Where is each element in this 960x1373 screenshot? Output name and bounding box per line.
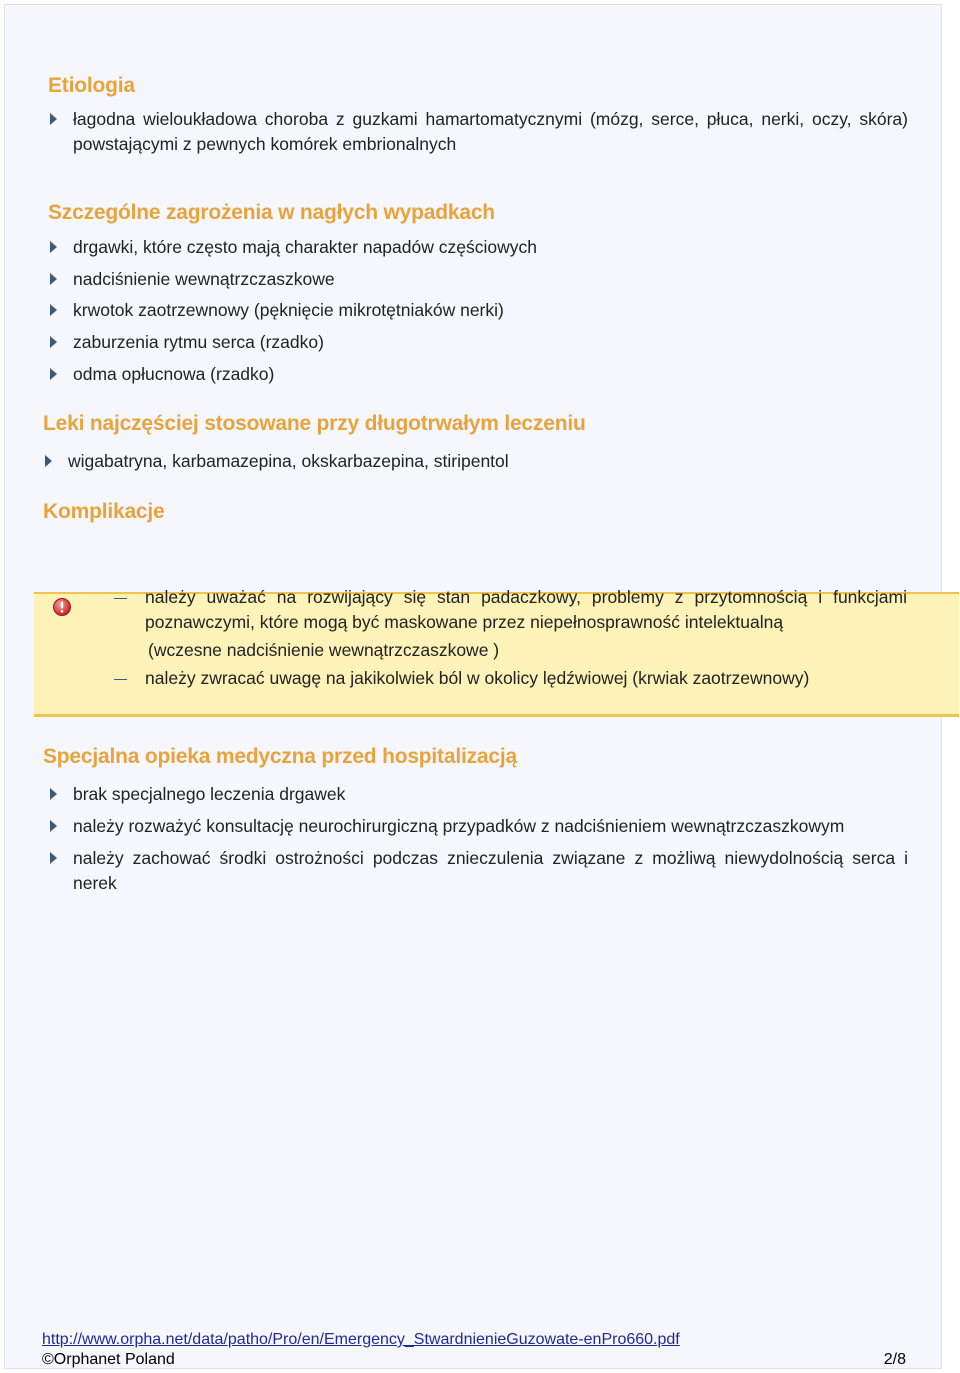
heading-etiology: Etiologia (48, 74, 135, 97)
page-number: 2/8 (883, 1351, 906, 1368)
triangle-right-icon (50, 852, 57, 864)
warning-item: należy zwracać uwagę na jakikolwiek ból w okolicy lędźwiowej (krwiak zaotrzewnowy) (145, 668, 810, 688)
heading-drugs: Leki najczęściej stosowane przy długotrwałym leczeniu (43, 412, 586, 435)
triangle-right-icon (50, 304, 57, 316)
heading-care: Specjalna opieka medyczna przed hospitalizacją (43, 745, 517, 768)
triangle-right-icon (50, 241, 57, 253)
footer-copyright: ©Orphanet Poland (42, 1351, 175, 1368)
warning-icon (52, 597, 72, 617)
heading-complications: Komplikacje (43, 500, 165, 523)
footer-link[interactable]: http://www.orpha.net/data/patho/Pro/en/Emergency_StwardnienieGuzowate-enPro660.pdf (42, 1331, 680, 1348)
triangle-right-icon (50, 788, 57, 800)
warning-item: (wczesne nadciśnienie wewnątrzczaszkowe ) (148, 640, 500, 660)
triangle-right-icon (50, 336, 57, 348)
dash-bullet (114, 598, 127, 599)
triangle-right-icon (50, 113, 57, 125)
triangle-right-icon (50, 368, 57, 380)
dash-bullet (114, 679, 127, 680)
triangle-right-icon (45, 455, 52, 467)
triangle-right-icon (50, 273, 57, 285)
warning-item: należy uważać na rozwijający się stan padaczkowy, problemy z przytomnością i funkcjami poznawczymi, które mogą być maskowane przez niepełnosprawność intelektualną (145, 587, 907, 632)
triangle-right-icon (50, 820, 57, 832)
heading-risks: Szczególne zagrożenia w nagłych wypadkach (48, 201, 495, 224)
